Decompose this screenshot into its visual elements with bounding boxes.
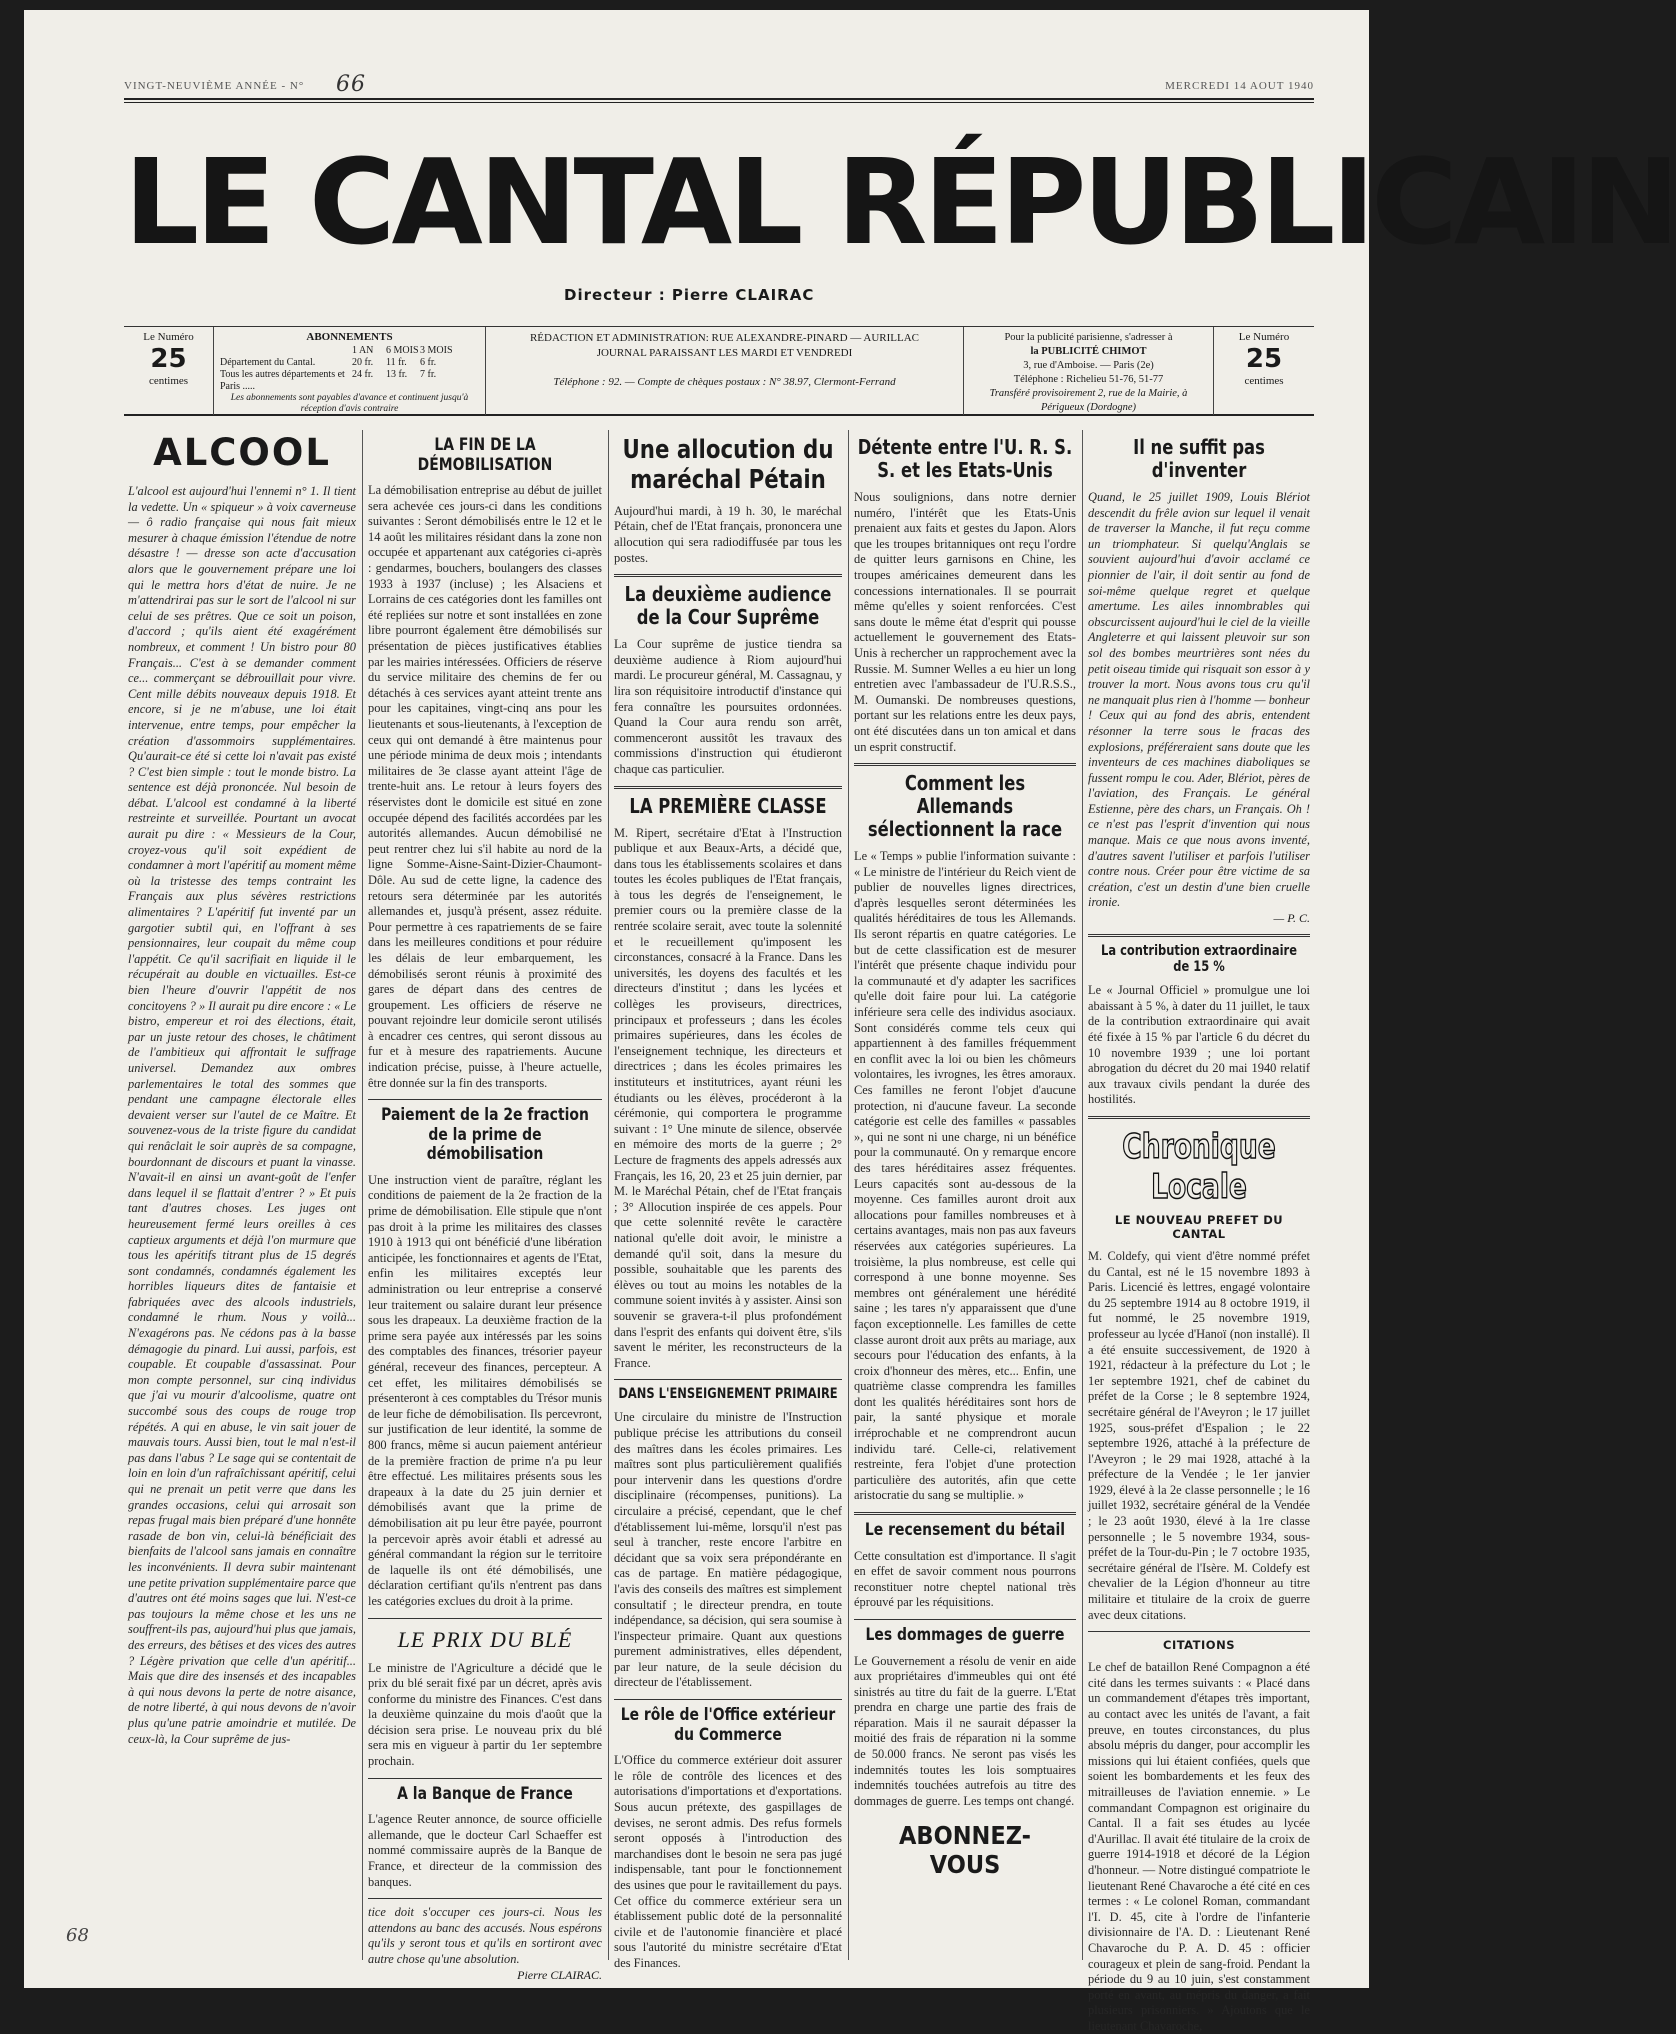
article-title: LA FIN DE LA DÉMOBILISATION <box>417 435 553 475</box>
article-body: La démobilisation entreprise au début de juillet sera achevée ces jours-ci dans les conditions suivantes : Seront démobilisés entre le 12 et le 14 août les militaires résidant dans la zone non occupée et appartenant aux catégories ci-après : gendarmes, bouchers, boulangers des classes 1933 à 1937 (incluse) ; les Alsaciens et Lorrains de ces catégories dont les familles ont été repliées sur notre et sont installées en zone libre pourront également être démobilisés sur présentation de pièces justificatives établies par les mairies intéressées. Officiers de réserve du service militaire des chemins de fer ou détachés à ces services ayant atteint trente ans pour les capitaines, vingt-cinq ans pour les lieutenants et sous-lieutenants, à l'exception de ceux qui ont demandé à être maintenus pour une période minima de deux mois ; intendants militaires de 3e classe ayant atteint l'âge de trente-huit ans. Le retour à leurs foyers des réservistes dont le domicile est situé en zone occupée dépend des facilités accordées par les autorités allemandes. Aucun démobilisé ne peut rentrer chez lui s'il habite au nord de la ligne Somme-Aisne-Saint-Dizier-Chaumont-Dôle. Au sud de cette ligne, la cadence des retours sera déterminée par les autorités allemandes et, jusqu'à présent, assez réduite. Pour permettre à ces rapatriements de se faire dans les meilleures conditions et pour réduire les délais de leur embarquement, les démobilisés seront réunis à proximité des gares de départ dans des centres de groupement. Les officiers de réserve ne pouvant rejoindre leur domicile seront utilisés à encadrer ces centres, qui seront dissous au fur et à mesure des rapatriements. Aucune indication précise, puisse, à l'heure actuelle, être donnée sur la fin des transports. <box>368 483 602 1090</box>
edition-label: VINGT-NEUVIÈME ANNÉE - N° <box>124 80 305 92</box>
row-label: Tous les autres départements et Paris ..... <box>220 369 345 392</box>
article-title: Le recensement du bétail <box>864 1520 1066 1541</box>
column-1 <box>124 430 360 1960</box>
columns <box>124 430 1314 2033</box>
cell: 20 fr. <box>352 357 374 368</box>
article-body: M. Coldefy, qui vient d'être nommé préfet du Cantal, est né le 15 novembre 1893 à Paris. Licencié ès lettres, engagé volontaire du 25 septembre 1914 au 8 octobre 1919, il fut nommé, le 25 novembre 1919, professeur au lycée d'Hanoï (non installé). Il a été ensuite successivement, de 1920 à 1921, rédacteur à la préfecture du Lot ; le 1er septembre 1921, chef de cabinet du préfet de la Corse ; le 8 septembre 1924, secrétaire général de l'Aveyron ; le 17 juillet 1925, sous-préfet d'Espalion ; le 22 septembre 1926, attaché à la préfecture de l'Aveyron ; le 29 mai 1928, attaché à la préfecture de la Vendée ; le 1er janvier 1929, élevé à la 2e classe personnelle ; le 16 juillet 1932, secrétaire général de la Vendée ; le 23 août 1930, élevé à la 1re classe personnelle ; le 5 novembre 1934, sous-préfet de la Tour-du-Pin ; le 7 octobre 1935, secrétaire général de l'Isère. M. Coldefy est chevalier de la Légion d'honneur au titre militaire et titulaire de la croix de guerre avec deux citations. <box>1088 1248 1310 1622</box>
article-body: Le chef de bataillon René Compagnon a été cité dans les termes suivants : « Placé dans un commandement d'étapes très important, au contact avec les unités de l'avant, a fait preuve, en toutes circonstances, du plus absolu mépris du danger, pour accomplir les missions qui lui étaient confiées, quels que soient les bombardements et les feux des mitrailleuses de l'aviation ennemie. » Le commandant Compagnon est originaire du Cantal. Il a fait ses études au lycée d'Aurillac. Il avait été titulaire de la croix de guerre 1914-1918 et décoré de la Légion d'honneur. — Notre distingué compatriote le lieutenant René Chavaroche a été cité en ces termes : « Le colonel Roman, commandant l'I. D. 45, cite à l'ordre de l'infanterie divisionnaire de l'A. D. : Lieutenant René Chavaroche du P. A. D. 45 : officier courageux et plein de sang-froid. Pendant la période du 9 au 10 juin, s'est constamment porté en avant, au mépris du danger, a fait plusieurs prisonniers. » Ajoutons que le lieutenant Chavaroche, <box>1088 1660 1310 2033</box>
article-title: Détente entre l'U. R. S. S. et les Etats-Unis <box>857 435 1073 482</box>
office-address: RÉDACTION ET ADMINISTRATION: RUE ALEXANDRE-PINARD — AURILLAC <box>529 332 920 344</box>
article-body: tice doit s'occuper ces jours-ci. Nous les attendons au banc des accusés. Nous espérons qu'ils y seront tous et qu'ils en sortiront avec autre chose qu'une absolution. <box>368 1905 602 1966</box>
article-body: Nous soulignions, dans notre dernier numéro, l'intérêt que les Etats-Unis prenaient aux faits et gestes du Japon. Alors que les troupes britanniques ont reçu l'ordre de quitter leurs garnisons en Chine, les troupes américaines demeurent dans les concessions internationales. Il se pourrait même qu'elles y soient renforcées. C'est sans doute le même état d'esprit qui pousse actuellement le gouvernement des Etats-Unis à rechercher un rapprochement avec la Russie. M. Sumner Welles a eu hier un long entretien avec l'ambassadeur de l'U.R.S.S., M. Oumanski. De nombreuses questions, portant sur les relations entre les deux pays, ont été discutées dans un ton amical et dans un esprit constructif. <box>854 490 1076 754</box>
cell: 11 fr. <box>386 357 407 368</box>
signature: — P. C. <box>1273 911 1310 926</box>
handwritten-page-number: 68 <box>66 1925 89 1946</box>
subscriptions-box <box>214 327 486 415</box>
price-label: Le Numéro <box>143 331 194 343</box>
newspaper-title: LE CANTAL RÉPUBLICAIN <box>124 133 1676 271</box>
article-body: Aujourd'hui mardi, à 19 h. 30, le maréchal Pétain, chef de l'Etat français, prononcera une allocution qui sera radiodiffusée par tous les postes. <box>614 503 842 565</box>
article-body: La Cour suprême de justice tiendra sa deuxième audience à Riom aujourd'hui mardi. Le procureur général, M. Cassagnau, y lira son réquisitoire introductif d'instance qui fera connaître les poursuites ordonnées. Quand la Cour aura rendu son arrêt, commenceront aussitôt les travaux des commissions d'instruction qui étudieront chaque cas particulier. <box>614 637 842 776</box>
article-body: Le Gouvernement a résolu de venir en aide aux propriétaires d'immeubles qui ont été sinistrés au titre du fait de la guerre. L'Etat prendra en charge une partie des frais de réparation. Mais il ne saurait dépasser la moitié des frais de réparation ni la somme de 50.000 francs. Ne seront pas visés les indemnités toutes les lois somptuaires indemnités touchées autrefois au titre des dommages de guerre. Les temps ont changé. <box>854 1653 1076 1808</box>
article-body: L'alcool est aujourd'hui l'ennemi n° 1. Il tient la vedette. Un « spiqueur » à voix caverneuse — ô radio française qui nous fait mieux mesurer à chaque émission l'étendue de notre désastre ! — dresse son acte d'accusation alors que le gouvernement prépare une loi qui le mettra hors d'état de nuire. Je ne m'attendrirai pas sur le sort de l'alcool ni sur celui de ses prêtres. Que ce soit un poison, d'accord ; qu'ils aient été exagérément nombreux, et comment ! Un bistro pour 80 Français... C'est à se demander comment ce... commerçant se débrouillait pour vivre. Cent mille débits nouveaux depuis 1918. Et encore, si je ne m'abuse, une loi était intervenue, entre temps, pour empêcher la création d'assommoirs supplémentaires. Qu'aurait-ce été si cette loi n'avait pas existé ? C'est bien simple : tout le monde bistro. La sentence est déjà prononcée. Nul besoin de débat. L'alcool est condamné à la liberté restreinte et surveillée. Pourtant un avocat aurait pu dire : « Messieurs de la Cour, croyez-vous qu'il soit expédient de condamner à mort l'apéritif au moment même où la tristesse des temps contraint les Français aux plus sévères restrictions alimentaires ? L'apéritif fut inventé par un gargotier subtil qui, en l'offrant à ses pensionnaires, leur coupait du même coup l'appétit. Ce qu'il sacrifiait en liquide il le récupérait au double en victuailles. Est-ce bien l'heure d'ouvrir l'appétit de nos concitoyens ? » Il aurait pu dire encore : « Le bistro, empereur et roi des élections, était, par un juste retour des choses, le châtiment de l'ambitieux qui affrontait le suffrage universel. Demandez aux ombres parlementaires le total des sommes que pendant une campagne électorale elles devaient verser sur l'autel de ce Maître. Et souvenez-vous de la triste figure du candidat qui renâclait le soir auprès de sa compagne, bourdonnant de discours et puant la vinasse. N'avait-il en ainsi un avant-goût de l'enfer dans lequel il se flattait d'entrer ? » Et puis tant d'autres choses. Les juges ont heureusement fermé leurs oreilles à ces captieux arguments et déjà l'on murmure que tous les apéritifs titrant plus de 15 degrés sont condamnés, condamnés également les horribles liqueurs dites de fantaisie et fabriquées avec des alcools industriels, condamné le rhum. Nous y voilà... N'exagérons pas. Ne cédons pas à la basse démagogie du pinard. Lui aussi, parfois, est coupable. Et coupable d'assassinat. Pour mon compte personnel, sur cinq individus que j'ai vu mourir d'alcoolisme, quatre ont succombé sous des coups de rouge trop répétés. A qui en abuse, le vin sait jouer de mauvais tours. Aussi bien, tout le mal n'est-il pas dans l'abus ? Le sage qui se contentait de loin en loin d'un rafraîchissant apéritif, celui qui ne prenait un petit verre que dans les grandes occasions, celui qui arrosait son repas frugal mais bien préparé d'une honnête rasade de bon vin, celui-là bénéficiait des bienfaits de l'alcool sans jamais en connaître les inconvénients. Il devra subir maintenant une petite privation supplémentaire parce que d'autres ont été moins sages que lui. N'est-ce pas toujours la même chose et les uns ne souffrent-ils pas, aujourd'hui plus que jamais, des erreurs, des bêtises et des vices des autres ? Légère privation que celle d'un apéritif... Mais que dire des insensés et des incapables à qui nous devons la perte de notre aisance, de notre liberté, à qui nous devons de n'avoir plus qu'une patrie amoindrie et mutilée. De ceux-là, la Cour suprême de jus- <box>128 484 356 1746</box>
article-title: ALCOOL <box>153 431 331 474</box>
top-rule-thin <box>124 102 1314 103</box>
article-title: Il ne suffit pas d'inventer <box>1133 435 1265 482</box>
top-rule <box>124 98 1314 100</box>
subscribe-banner: ABONNEZ-VOUS <box>899 1821 1031 1880</box>
subscriptions-note: Les abonnements sont payables d'avance et continuent jusqu'à réception d'avis contraire <box>230 393 469 414</box>
subscriptions-table <box>220 345 479 393</box>
cell: 13 fr. <box>386 369 408 380</box>
issue-date: MERCREDI 14 AOUT 1940 <box>1165 80 1314 92</box>
col-header: 1 AN <box>352 345 374 356</box>
price-label: Le Numéro <box>1238 331 1290 343</box>
newspaper-page <box>24 10 1676 2033</box>
article-body: Le « Temps » publie l'information suivante : « Le ministre de l'intérieur du Reich vient de publier de nouvelles lignes directrices, d'après lesquelles seront déterminées les qualités héréditaires de tous les Allemands. Ils seront répartis en quatre catégories. Le but de cette classification est de mesurer l'intérêt que présente chaque individu pour la communauté et d'y adapter les sacrifices qu'elle doit faire pour lui. La catégorie inférieure sera celle des individus asociaux. Sont considérés comme tels ceux qui appartiennent à des familles fréquemment en conflit avec la loi ou bien les chômeurs volontaires, les ivrognes, les êtres amoraux. Ces familles ne feront l'objet d'aucune protection, ni d'aucune faveur. La seconde catégorie est celle des familles « passables », qui ne sont ni une charge, ni un bénéfice pour la communauté. On y remarque encore des tares héréditaires assez fréquentes. Leurs capacités sont au-dessous de la moyenne. Ces familles auront droit aux allocations pour familles nombreuses et à certains avantages, mais non pas aux faveurs réservées aux catégories supérieures. La troisième, la plus nombreuse, est celle qui correspond à une bonne moyenne. Ses membres ont généralement une hérédité saine ; les tares n'y apparaissent que d'une façon exceptionnelle. Les familles de cette classe auront droit aux prêts au mariage, aux secours pour l'éducation des enfants, à la croix d'honneur des mères, etc... Enfin, une quatrième classe comprendra les familles dont les qualités héréditaires sont hors de pair, la santé physique et morale irréprochable et ne comprendront aucun individu taré. Celle-ci, relativement restreinte, fera l'objet d'une protection particulière des autorités, afin que cette aristocratie du sang se multiplie. » <box>854 849 1076 1503</box>
column-4 <box>850 430 1080 1960</box>
article-title: LE PRIX DU BLÉ <box>397 1626 573 1652</box>
price-unit: centimes <box>148 375 189 387</box>
price-unit: centimes <box>1244 375 1284 387</box>
col-header: 3 MOIS <box>420 345 453 356</box>
row-label: Département du Cantal. <box>220 357 316 368</box>
office-phone: Téléphone : 92. — Compte de chèques postaux : N° 38.97, Clermont-Ferrand <box>553 376 896 388</box>
article-body: Cette consultation est d'importance. Il s'agit en effet de savoir comment nous pourrons reconstituer notre cheptel national très éprouvé par les réquisitions. <box>854 1548 1076 1610</box>
publication-days: JOURNAL PARAISSANT LES MARDI ET VENDREDI <box>596 347 853 359</box>
signature: Pierre CLAIRAC. <box>517 1967 602 1982</box>
section-title: Chronique Locale <box>1122 1126 1276 1207</box>
article-body: Le « Journal Officiel » promulgue une loi abaissant à 5 %, à dater du 11 juillet, le taux de la contribution extraordinaire qui avait été fixée à 15 % par l'article 6 du décret du 10 novembre 1939 ; une loi portant abrogation du décret du 20 mai 1940 relatif aux travaux civils pendant la durée des hostilités. <box>1088 983 1310 1107</box>
subscriptions-title: ABONNEMENTS <box>306 331 393 343</box>
ad-line: Pour la publicité parisienne, s'adresser à <box>1004 332 1173 343</box>
column-5 <box>1084 430 1314 2033</box>
article-title: A la Banque de France <box>397 1783 573 1804</box>
article-title: LA PREMIÈRE CLASSE <box>629 793 827 818</box>
article-title: CITATIONS <box>1163 1638 1235 1653</box>
price-value: 25 <box>150 344 187 374</box>
price-box-right <box>1214 327 1314 415</box>
column-2 <box>364 430 606 1982</box>
ad-line: Téléphone : Richelieu 51-76, 51-77 <box>1013 374 1164 385</box>
article-body: Une instruction vient de paraître, réglant les conditions de paiement de la 2e fraction de la prime de démobilisation. Elle stipule que n'ont pas droit à la prime les militaires des classes 1910 à 1913 qui ont bénéficié d'une libération anticipée, les fonctionnaires et agents de l'Etat, enfin les militaires exceptés leur administration ou leur entreprise a conservé leur traitement ou salaire durant leur présence sous les drapeaux. La deuxième fraction de la prime sera payée aux intéressés par les soins des comptables des finances, trésorier payeur général, receveur des finances, percepteur. A cet effet, les militaires démobilisés se présenteront à ces comptables du Trésor munis de leur fiche de démobilisation. Ils percevront, sur justification de leur identité, la somme de 800 francs, même si aucun paiement antérieur de la première fraction de prime n'a pu leur être effectué. Les militaires présents sous les drapeaux à la date du 25 juin dernier et démobilisés avant que la prime de démobilisation ait pu leur être payée, pourront la percevoir après avoir établi et adressé au général commandant la région sur le territoire de laquelle ils ont été démobilisés, une déclaration certifiant qu'ils n'entrent pas dans les catégories exclues du droit à la prime. <box>368 1172 602 1608</box>
cell: 6 fr. <box>420 357 437 368</box>
column-3 <box>610 430 846 1970</box>
article-body: Quand, le 25 juillet 1909, Louis Blériot descendit du frêle avion sur lequel il venait de traverser la Manche, il fut reçu comme un triomphateur. Si quelqu'Anglais se souvient aujourd'hui d'avoir acclamé ce pionnier de l'air, il doit sentir au fond de soi-même quelque regret et quelque amertume. Les ailes innombrables qui obscurcissent aujourd'hui le ciel de la vieille Angleterre et qui laissent pleuvoir sur son sol des bombes meurtrières sont nées du petit oiseau timide qui risquait son essor à y trouver la mort. Nous avons tous cru qu'il ne manquait plus rien à l'homme — bonheur ! Ceux qui au fond des abris, entendent résonner la terre sous le fracas des explosions, préféreraient sans doute que les inventeurs de ces machines diaboliques se fussent rompu le cou. Ader, Blériot, pères de l'aviation, des Français. Le général Estienne, père des chars, un Français. Oh ! ce n'est pas l'esprit d'invention qui nous manque. Mais ce que nous avons inventé, d'autres savent l'utiliser et parfois l'utiliser contre nous. Créer pour être victime de sa création, c'est un destin d'une bien cruelle ironie. <box>1088 490 1310 910</box>
cell: 24 fr. <box>352 369 374 380</box>
article-title: La contribution extraordinaire de 15 % <box>1101 943 1297 976</box>
ad-agency: la PUBLICITÉ CHIMOT <box>1030 346 1147 357</box>
advertising-box <box>964 327 1214 415</box>
issue-line <box>124 72 1314 98</box>
info-bar <box>124 326 1314 416</box>
article-title: Une allocution du maréchal Pétain <box>622 435 834 495</box>
director-line: Directeur : Pierre CLAIRAC <box>564 286 815 304</box>
article-title: La deuxième audience de la Cour Suprême <box>624 582 832 630</box>
article-body: Une circulaire du ministre de l'Instruction publique précise les attributions du conseil des maîtres dans les écoles primaires. Les maîtres sont plus particulièrement qualifiés pour intervenir dans les questions d'ordre disciplinaire (récompenses, punitions). La circulaire a précisé, cependant, que le chef d'établissement lui-même, lorsqu'il n'est pas seul à trancher, reste encore l'arbitre en décidant que sa voix sera prépondérante en cas de partage. En matière pédagogique, l'avis des conseils des maîtres est simplement consultatif ; le directeur prendra, en toute indépendance, sa décision, qui sera soumise à l'inspecteur primaire. Quant aux questions purement administratives, elles dépendent, par leur nature, de la seule décision du directeur de l'établissement. <box>614 1410 842 1690</box>
price-value: 25 <box>1245 344 1283 374</box>
article-title: DANS L'ENSEIGNEMENT PRIMAIRE <box>618 1386 838 1403</box>
article-title: Le rôle de l'Office extérieur du Commerce <box>620 1705 836 1745</box>
ad-line: Transféré provisoirement 2, rue de la Mairie, à Périgueux (Dordogne) <box>989 388 1188 413</box>
article-body: L'agence Reuter annonce, de source officielle allemande, que le docteur Carl Schaeffer est nommé commissaire auprès de la Banque de France, et directeur de la commission des banques. <box>368 1812 602 1889</box>
article-title: Les dommages de guerre <box>865 1624 1065 1645</box>
article-body: M. Ripert, secrétaire d'Etat à l'Instruction publique et aux Beaux-Arts, a décidé que, dans tous les établissements scolaires et dans toutes les écoles publiques de l'Etat français, à tous les degrés de l'enseignement, le premier cours ou la première classe de la rentrée scolaire serait, avec toute la solennité et le recueillement qu'imposent les circonstances, consacré à la France. Dans les universités, les doyens des facultés et les directeurs d'institut ; dans les lycées et collèges les proviseurs, directrices, principaux et professeurs ; dans les écoles primaires supérieures, dans les écoles de l'enseignement technique, les directeurs et directrices ; dans les écoles primaires les instituteurs et institutrices, ayant réuni les étudiants ou les élèves, procéderont à la cérémonie, qui comportera le programme suivant : 1° Une minute de silence, observée en mémoire des morts de la guerre ; 2° Lecture de fragments des appels adressés aux Français, les 16, 20, 23 et 25 juin dernier, par M. le Maréchal Pétain, chef de l'Etat français ; 3° Allocution inspirée de ces appels. Pour que cette solennité revête le caractère national qu'elle doit avoir, le ministre a demandé qu'il soit, dans la mesure du possible, souhaitable que les parents des élèves ou tout au moins les notables de la commune soient invités à y assister. Ainsi son souvenir se gravera-t-il plus profondément dans l'esprit des enfants qui doivent être, s'ils savent le mériter, les reconstructeurs de la France. <box>614 825 842 1370</box>
col-header: 6 MOIS <box>386 345 419 356</box>
article-subtitle: LE NOUVEAU PREFET DU CANTAL <box>1114 1212 1284 1241</box>
ad-line: 3, rue d'Amboise. — Paris (2e) <box>1023 360 1154 371</box>
price-box-left <box>124 327 214 415</box>
article-title: Paiement de la 2e fraction de la prime de démobilisation <box>381 1105 589 1165</box>
article-body: L'Office du commerce extérieur doit assurer le rôle de contrôle des licences et des autorisations d'importations et d'exportations. Sous aucun prétexte, des gaspillages de devises, ne seront admis. Des refus formels seront opposés à l'introduction des marchandises dont le besoin ne sera pas jugé indispensable, tant pour le fonctionnement des usines que pour le ravitaillement du pays. Cet office du commerce extérieur sera un établissement public doté de la personnalité civile et de l'autonomie financière et placé sous l'autorité du ministre secrétaire d'Etat des Finances. <box>614 1753 842 1970</box>
editorial-office-box <box>486 327 964 415</box>
issue-number: 66 <box>336 72 366 97</box>
article-title: Comment les Allemands sélectionnent la race <box>867 771 1063 842</box>
cell: 7 fr. <box>420 369 437 380</box>
article-body: Le ministre de l'Agriculture a décidé que le prix du blé serait fixé par un décret, après avis conforme du ministre des Finances. C'est dans la deuxième quinzaine du mois d'août que la décision sera prise. Le nouveau prix du blé sera mis en vigueur à partir du 1er septembre prochain. <box>368 1660 602 1769</box>
